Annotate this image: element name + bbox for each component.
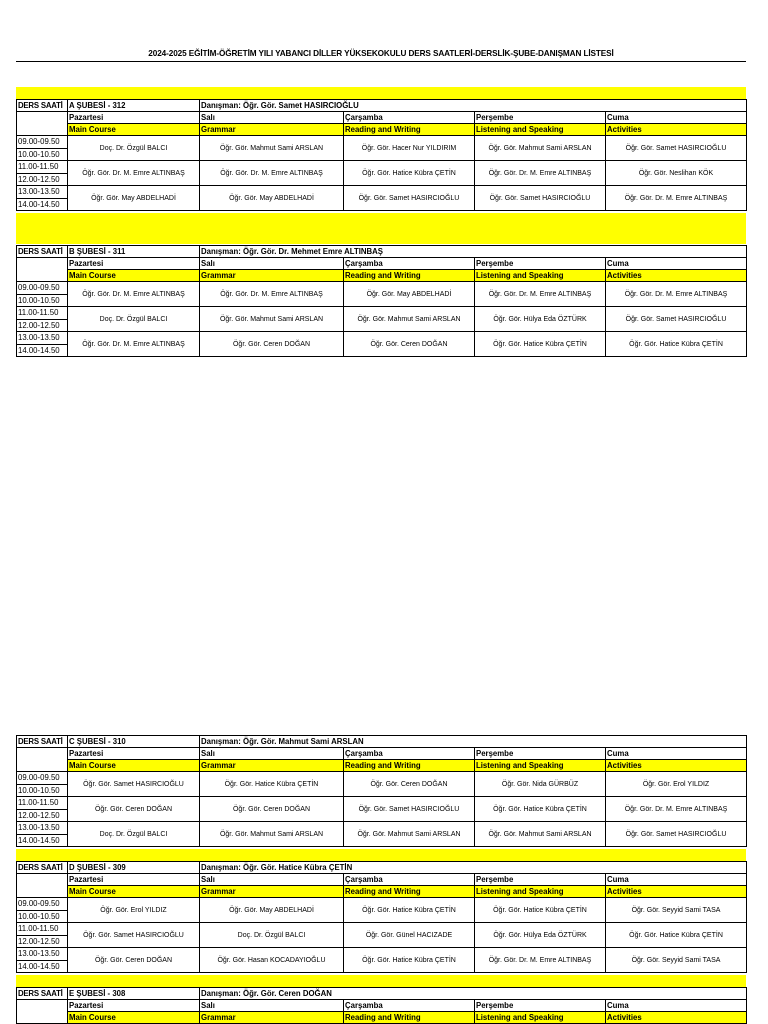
section-name: E ŞUBESİ - 308 xyxy=(68,988,200,1000)
instructor-cell: Doç. Dr. Özgül BALCI xyxy=(68,822,200,847)
time-slot: 09.00-09.50 xyxy=(18,773,60,782)
time-slot: 10.00-10.50 xyxy=(17,294,67,306)
instructor-cell: Öğr. Gör. Samet HASIRCIOĞLU xyxy=(68,923,200,948)
day-header: Pazartesi xyxy=(68,874,200,886)
day-header: Cuma xyxy=(606,258,747,270)
day-header: Pazartesi xyxy=(68,1000,200,1012)
subject-header: Main Course xyxy=(68,270,200,282)
time-slot: 09.00-09.50 xyxy=(18,899,60,908)
section-name: C ŞUBESİ - 310 xyxy=(68,736,200,748)
instructor-cell: Öğr. Gör. Samet HASIRCIOĞLU xyxy=(606,822,747,847)
subject-header: Reading and Writing xyxy=(344,270,475,282)
instructor-cell: Öğr. Gör. Mahmut Sami ARSLAN xyxy=(475,136,606,161)
table-row xyxy=(17,307,747,332)
subject-header: Main Course xyxy=(68,760,200,772)
subject-header: Reading and Writing xyxy=(344,1012,475,1024)
instructor-cell: Öğr. Gör. Samet HASIRCIOĞLU xyxy=(475,186,606,211)
instructor-cell: Öğr. Gör. Hatice Kübra ÇETİN xyxy=(475,898,606,923)
blank-cell xyxy=(17,748,68,760)
instructor-cell: Öğr. Gör. Neslihan KÖK xyxy=(606,161,747,186)
day-header: Cuma xyxy=(606,1000,747,1012)
blank-cell xyxy=(17,1012,68,1024)
subject-header: Listening and Speaking xyxy=(475,886,606,898)
instructor-cell: Öğr. Gör. Samet HASIRCIOĞLU xyxy=(606,136,747,161)
instructor-cell: Öğr. Gör. Ceren DOĞAN xyxy=(344,332,475,357)
advisor-name: Danışman: Öğr. Gör. Mahmut Sami ARSLAN xyxy=(200,736,747,748)
instructor-cell: Öğr. Gör. Dr. M. Emre ALTINBAŞ xyxy=(200,161,344,186)
instructor-cell: Öğr. Gör. Mahmut Sami ARSLAN xyxy=(200,822,344,847)
instructor-cell: Öğr. Gör. Hatice Kübra ÇETİN xyxy=(200,772,344,797)
day-header: Cuma xyxy=(606,748,747,760)
section-b-table xyxy=(16,245,747,357)
instructor-cell: Öğr. Gör. May ABDELHADİ xyxy=(200,898,344,923)
instructor-cell: Öğr. Gör. Dr. M. Emre ALTINBAŞ xyxy=(68,332,200,357)
instructor-cell: Öğr. Gör. Mahmut Sami ARSLAN xyxy=(344,822,475,847)
time-cell xyxy=(17,948,68,973)
subject-header: Grammar xyxy=(200,124,344,136)
time-cell xyxy=(17,797,68,822)
subject-header: Listening and Speaking xyxy=(475,1012,606,1024)
day-header: Perşembe xyxy=(475,748,606,760)
instructor-cell: Öğr. Gör. Mahmut Sami ARSLAN xyxy=(200,307,344,332)
time-slot: 12.00-12.50 xyxy=(17,935,67,947)
time-cell xyxy=(17,332,68,357)
table-row xyxy=(17,772,747,797)
section-name: A ŞUBESİ - 312 xyxy=(68,100,200,112)
ders-saati-label: DERS SAATİ xyxy=(17,246,68,258)
time-slot: 11.00-11.50 xyxy=(18,308,59,317)
instructor-cell: Öğr. Gör. Hatice Kübra ÇETİN xyxy=(475,332,606,357)
day-header: Perşembe xyxy=(475,112,606,124)
day-header: Salı xyxy=(200,1000,344,1012)
instructor-cell: Öğr. Gör. Erol YILDIZ xyxy=(68,898,200,923)
subject-header: Listening and Speaking xyxy=(475,270,606,282)
time-slot: 14.00-14.50 xyxy=(17,198,67,210)
spacer-band xyxy=(16,87,746,99)
time-slot: 09.00-09.50 xyxy=(18,283,60,292)
subject-header: Activities xyxy=(606,886,747,898)
section-d-table xyxy=(16,861,747,973)
section-e-table xyxy=(16,987,747,1024)
instructor-cell: Öğr. Gör. Samet HASIRCIOĞLU xyxy=(68,772,200,797)
time-slot: 12.00-12.50 xyxy=(17,173,67,185)
instructor-cell: Öğr. Gör. Nida GÜRBÜZ xyxy=(475,772,606,797)
ders-saati-label: DERS SAATİ xyxy=(17,988,68,1000)
blank-cell xyxy=(17,112,68,124)
instructor-cell: Öğr. Gör. Hasan KOCADAYIOĞLU xyxy=(200,948,344,973)
instructor-cell: Öğr. Gör. Erol YILDIZ xyxy=(606,772,747,797)
instructor-cell: Öğr. Gör. Samet HASIRCIOĞLU xyxy=(606,307,747,332)
time-slot: 10.00-10.50 xyxy=(17,910,67,922)
time-slot: 09.00-09.50 xyxy=(18,137,60,146)
instructor-cell: Öğr. Gör. Dr. M. Emre ALTINBAŞ xyxy=(68,282,200,307)
time-cell xyxy=(17,136,68,161)
advisor-name: Danışman: Öğr. Gör. Samet HASIRCIOĞLU xyxy=(200,100,747,112)
instructor-cell: Öğr. Gör. Seyyid Sami TASA xyxy=(606,898,747,923)
time-slot: 10.00-10.50 xyxy=(17,784,67,796)
time-cell xyxy=(17,307,68,332)
subject-header: Activities xyxy=(606,760,747,772)
instructor-cell: Öğr. Gör. Seyyid Sami TASA xyxy=(606,948,747,973)
subject-header: Grammar xyxy=(200,1012,344,1024)
instructor-cell: Öğr. Gör. Hacer Nur YILDIRIM xyxy=(344,136,475,161)
table-row xyxy=(17,186,747,211)
subject-header: Activities xyxy=(606,1012,747,1024)
subject-header: Reading and Writing xyxy=(344,886,475,898)
subject-header: Grammar xyxy=(200,270,344,282)
instructor-cell: Öğr. Gör. Dr. M. Emre ALTINBAŞ xyxy=(68,161,200,186)
subject-header: Main Course xyxy=(68,886,200,898)
advisor-name: Danışman: Öğr. Gör. Ceren DOĞAN xyxy=(200,988,747,1000)
day-header: Çarşamba xyxy=(344,1000,475,1012)
instructor-cell: Öğr. Gör. Mahmut Sami ARSLAN xyxy=(475,822,606,847)
title-rule xyxy=(16,61,746,62)
subject-header: Main Course xyxy=(68,124,200,136)
instructor-cell: Öğr. Gör. Dr. M. Emre ALTINBAŞ xyxy=(606,282,747,307)
table-row xyxy=(17,797,747,822)
day-header: Çarşamba xyxy=(344,748,475,760)
day-header: Çarşamba xyxy=(344,874,475,886)
subject-header: Listening and Speaking xyxy=(475,760,606,772)
day-header: Çarşamba xyxy=(344,258,475,270)
time-slot: 11.00-11.50 xyxy=(18,924,59,933)
blank-cell xyxy=(17,124,68,136)
time-slot: 12.00-12.50 xyxy=(17,319,67,331)
section-name: B ŞUBESİ - 311 xyxy=(68,246,200,258)
table-row xyxy=(17,822,747,847)
spacer-band xyxy=(16,213,746,244)
instructor-cell: Öğr. Gör. May ABDELHADİ xyxy=(344,282,475,307)
subject-header: Grammar xyxy=(200,886,344,898)
instructor-cell: Öğr. Gör. Hülya Eda ÖZTÜRK xyxy=(475,307,606,332)
instructor-cell: Öğr. Gör. Dr. M. Emre ALTINBAŞ xyxy=(475,948,606,973)
time-slot: 13.00-13.50 xyxy=(18,949,60,958)
day-header: Salı xyxy=(200,112,344,124)
time-slot: 11.00-11.50 xyxy=(18,798,59,807)
instructor-cell: Öğr. Gör. Dr. M. Emre ALTINBAŞ xyxy=(606,797,747,822)
instructor-cell: Öğr. Gör. Dr. M. Emre ALTINBAŞ xyxy=(475,161,606,186)
subject-header: Listening and Speaking xyxy=(475,124,606,136)
advisor-name: Danışman: Öğr. Gör. Hatice Kübra ÇETİN xyxy=(200,862,747,874)
ders-saati-label: DERS SAATİ xyxy=(17,100,68,112)
section-name: D ŞUBESİ - 309 xyxy=(68,862,200,874)
day-header: Çarşamba xyxy=(344,112,475,124)
table-row xyxy=(17,948,747,973)
time-slot: 14.00-14.50 xyxy=(17,960,67,972)
subject-header: Activities xyxy=(606,270,747,282)
table-row xyxy=(17,136,747,161)
day-header: Pazartesi xyxy=(68,748,200,760)
instructor-cell: Öğr. Gör. Ceren DOĞAN xyxy=(200,797,344,822)
time-slot: 14.00-14.50 xyxy=(17,834,67,846)
ders-saati-label: DERS SAATİ xyxy=(17,862,68,874)
time-slot: 13.00-13.50 xyxy=(18,823,60,832)
subject-header: Activities xyxy=(606,124,747,136)
instructor-cell: Öğr. Gör. Mahmut Sami ARSLAN xyxy=(344,307,475,332)
blank-cell xyxy=(17,886,68,898)
day-header: Salı xyxy=(200,258,344,270)
instructor-cell: Öğr. Gör. Dr. M. Emre ALTINBAŞ xyxy=(475,282,606,307)
table-row xyxy=(17,923,747,948)
instructor-cell: Öğr. Gör. Ceren DOĞAN xyxy=(68,797,200,822)
advisor-name: Danışman: Öğr. Gör. Dr. Mehmet Emre ALTINBAŞ xyxy=(200,246,747,258)
subject-header: Main Course xyxy=(68,1012,200,1024)
day-header: Pazartesi xyxy=(68,112,200,124)
time-cell xyxy=(17,772,68,797)
time-cell xyxy=(17,923,68,948)
table-row xyxy=(17,282,747,307)
instructor-cell: Öğr. Gör. Mahmut Sami ARSLAN xyxy=(200,136,344,161)
instructor-cell: Öğr. Gör. Ceren DOĞAN xyxy=(200,332,344,357)
section-a-table xyxy=(16,99,747,211)
table-row xyxy=(17,898,747,923)
instructor-cell: Öğr. Gör. Hatice Kübra ÇETİN xyxy=(344,948,475,973)
instructor-cell: Öğr. Gör. Hatice Kübra ÇETİN xyxy=(606,332,747,357)
time-cell xyxy=(17,161,68,186)
time-slot: 14.00-14.50 xyxy=(17,344,67,356)
table-row xyxy=(17,332,747,357)
instructor-cell: Öğr. Gör. Dr. M. Emre ALTINBAŞ xyxy=(200,282,344,307)
instructor-cell: Öğr. Gör. Hülya Eda ÖZTÜRK xyxy=(475,923,606,948)
time-cell xyxy=(17,822,68,847)
time-slot: 13.00-13.50 xyxy=(18,333,60,342)
time-slot: 13.00-13.50 xyxy=(18,187,60,196)
section-c-table xyxy=(16,735,747,847)
time-cell xyxy=(17,282,68,307)
ders-saati-label: DERS SAATİ xyxy=(17,736,68,748)
day-header: Cuma xyxy=(606,874,747,886)
time-slot: 12.00-12.50 xyxy=(17,809,67,821)
subject-header: Reading and Writing xyxy=(344,760,475,772)
instructor-cell: Öğr. Gör. May ABDELHADİ xyxy=(68,186,200,211)
day-header: Perşembe xyxy=(475,258,606,270)
instructor-cell: Öğr. Gör. Hatice Kübra ÇETİN xyxy=(606,923,747,948)
instructor-cell: Öğr. Gör. Hatice Kübra ÇETİN xyxy=(475,797,606,822)
instructor-cell: Doç. Dr. Özgül BALCI xyxy=(68,136,200,161)
day-header: Salı xyxy=(200,874,344,886)
day-header: Pazartesi xyxy=(68,258,200,270)
blank-cell xyxy=(17,760,68,772)
time-slot: 11.00-11.50 xyxy=(18,162,59,171)
instructor-cell: Öğr. Gör. Günel HACIZADE xyxy=(344,923,475,948)
page-title: 2024-2025 EĞİTİM-ÖĞRETİM YILI YABANCI DİLLER YÜKSEKOKULU DERS SAATLERİ-DERSLİK-ŞUBE-DANIŞMAN LİSTESİ xyxy=(148,49,614,58)
blank-cell xyxy=(17,270,68,282)
instructor-cell: Doç. Dr. Özgül BALCI xyxy=(68,307,200,332)
time-cell xyxy=(17,186,68,211)
time-cell xyxy=(17,898,68,923)
instructor-cell: Öğr. Gör. Samet HASIRCIOĞLU xyxy=(344,797,475,822)
subject-header: Reading and Writing xyxy=(344,124,475,136)
spacer-band xyxy=(16,975,746,987)
spacer-band xyxy=(16,849,746,861)
table-row xyxy=(17,161,747,186)
instructor-cell: Doç. Dr. Özgül BALCI xyxy=(200,923,344,948)
instructor-cell: Öğr. Gör. Hatice Kübra ÇETİN xyxy=(344,898,475,923)
blank-cell xyxy=(17,1000,68,1012)
blank-cell xyxy=(17,258,68,270)
instructor-cell: Öğr. Gör. Samet HASIRCIOĞLU xyxy=(344,186,475,211)
time-slot: 10.00-10.50 xyxy=(17,148,67,160)
day-header: Perşembe xyxy=(475,1000,606,1012)
instructor-cell: Öğr. Gör. Hatice Kübra ÇETİN xyxy=(344,161,475,186)
instructor-cell: Öğr. Gör. Ceren DOĞAN xyxy=(68,948,200,973)
day-header: Cuma xyxy=(606,112,747,124)
day-header: Perşembe xyxy=(475,874,606,886)
subject-header: Grammar xyxy=(200,760,344,772)
instructor-cell: Öğr. Gör. Ceren DOĞAN xyxy=(344,772,475,797)
instructor-cell: Öğr. Gör. Dr. M. Emre ALTINBAŞ xyxy=(606,186,747,211)
day-header: Salı xyxy=(200,748,344,760)
blank-cell xyxy=(17,874,68,886)
instructor-cell: Öğr. Gör. May ABDELHADİ xyxy=(200,186,344,211)
